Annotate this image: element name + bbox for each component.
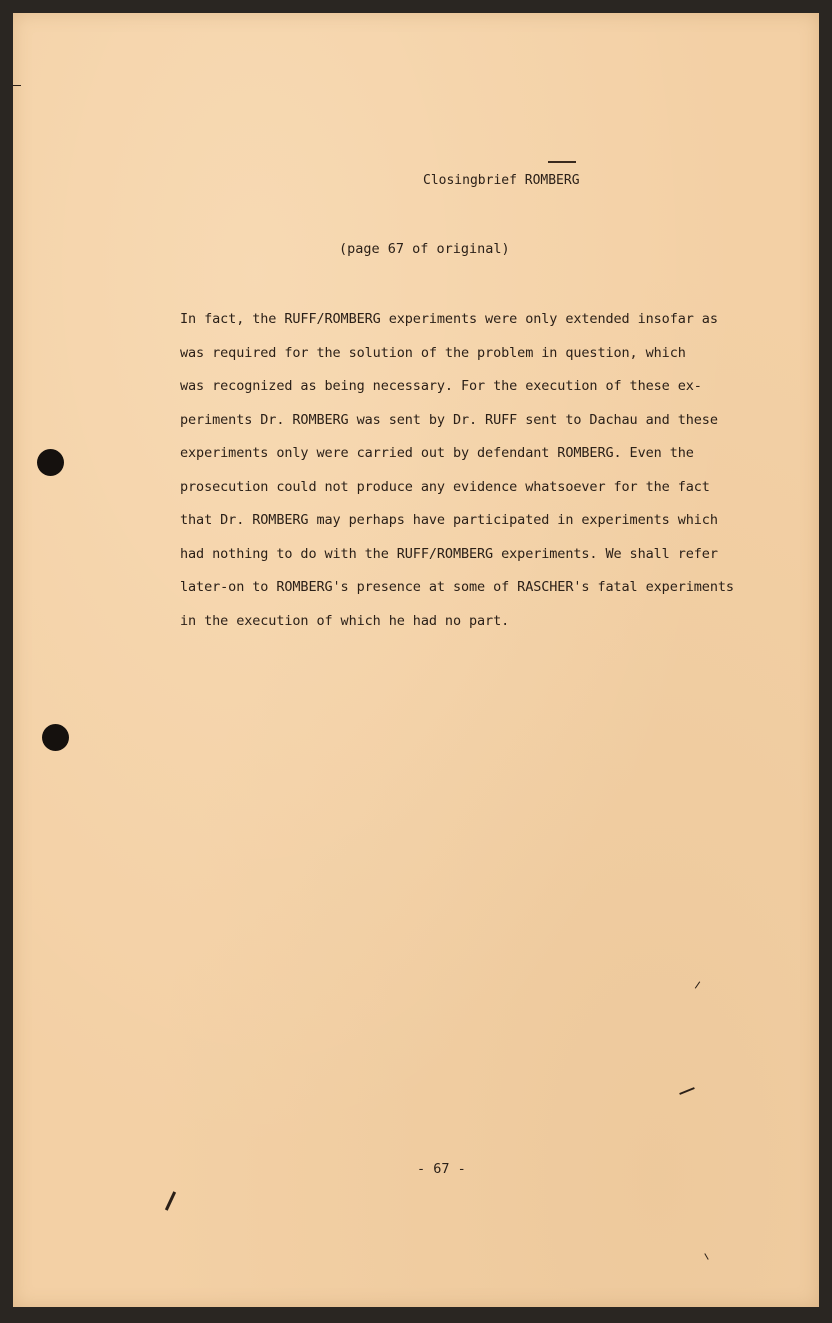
punch-hole xyxy=(42,724,69,751)
ink-speck xyxy=(704,1253,708,1260)
body-line: in the execution of which he had no part. xyxy=(180,612,510,629)
ink-speck xyxy=(695,981,700,988)
body-line: prosecution could not produce any evidence whatsoever for the fact xyxy=(180,478,710,495)
document-header: Closingbrief ROMBERG xyxy=(423,173,580,188)
ink-speck xyxy=(679,1087,695,1095)
body-paragraph xyxy=(180,303,770,638)
document-page xyxy=(13,13,819,1307)
pen-mark xyxy=(548,161,576,163)
body-line: periments Dr. ROMBERG was sent by Dr. RUFF sent to Dachau and these xyxy=(180,411,718,428)
page-number: - 67 - xyxy=(417,1161,466,1177)
original-page-reference: (page 67 of original) xyxy=(339,241,510,257)
body-line: later-on to ROMBERG's presence at some of RASCHER's fatal experiments xyxy=(180,579,734,595)
body-line: was recognized as being necessary. For the execution of these ex- xyxy=(180,378,702,394)
punch-hole xyxy=(37,449,64,476)
ink-speck xyxy=(165,1191,176,1210)
body-line: experiments only were carried out by defendant ROMBERG. Even the xyxy=(180,445,694,461)
body-line: had nothing to do with the RUFF/ROMBERG experiments. We shall refer xyxy=(180,545,718,562)
body-line: In fact, the RUFF/ROMBERG experiments were only extended insofar as xyxy=(180,311,718,327)
body-line: that Dr. ROMBERG may perhaps have participated in experiments which xyxy=(180,512,718,528)
body-line: was required for the solution of the problem in question, which xyxy=(180,344,686,361)
ink-speck xyxy=(13,85,21,86)
